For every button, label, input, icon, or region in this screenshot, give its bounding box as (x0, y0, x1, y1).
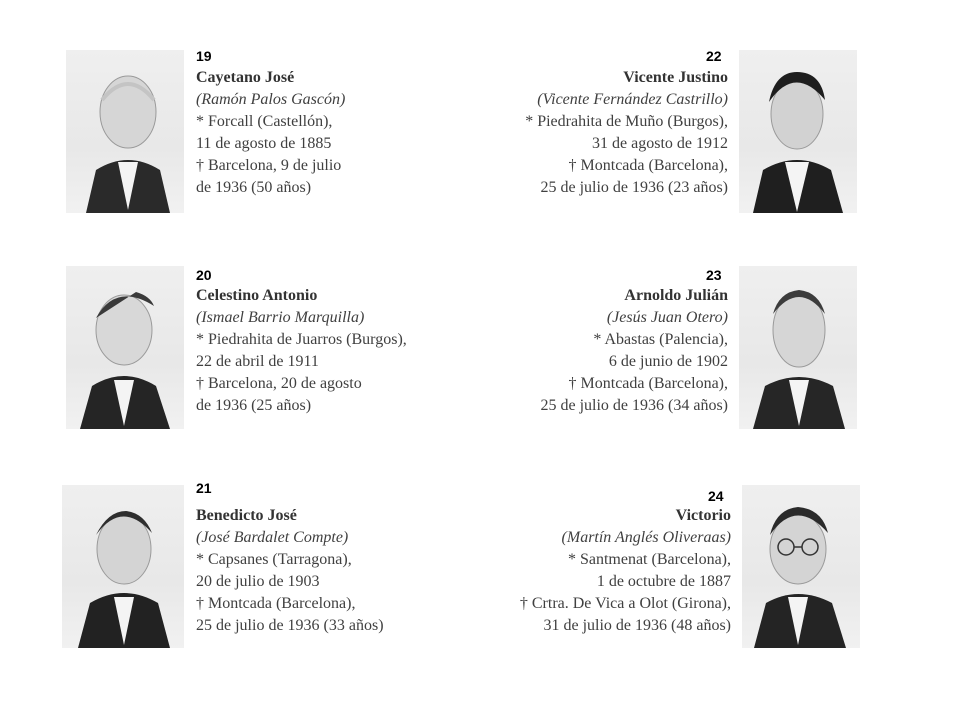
portrait-23 (739, 266, 857, 429)
birth-name: (Ramón Palos Gascón) (196, 91, 346, 108)
religious-name: Cayetano José (196, 69, 295, 86)
death-date: 31 de julio de 1936 (48 años) (543, 617, 731, 634)
birth-date: 31 de agosto de 1912 (592, 135, 728, 152)
portrait-sketch (66, 50, 184, 213)
birth-place: * Piedrahita de Muño (Burgos), (525, 113, 728, 130)
entry-text (196, 285, 456, 417)
entry-number: 21 (196, 480, 212, 496)
birth-name: (Jesús Juan Otero) (606, 309, 728, 326)
birth-date: 22 de abril de 1911 (196, 353, 319, 370)
portrait-22 (739, 50, 857, 213)
religious-name: Celestino Antonio (196, 287, 318, 304)
birth-name: (Vicente Fernández Castrillo) (537, 91, 728, 108)
birth-date: 20 de julio de 1903 (196, 573, 320, 590)
portrait-20 (66, 266, 184, 429)
entry-text (471, 505, 731, 637)
birth-name: (Martín Anglés Oliveraas) (561, 529, 731, 546)
birth-place: * Piedrahita de Juarros (Burgos), (196, 331, 407, 348)
birth-date: 1 de octubre de 1887 (596, 573, 731, 590)
entry-text (468, 67, 728, 199)
birth-place: * Forcall (Castellón), (196, 113, 333, 130)
birth-name: (José Bardalet Compte) (196, 529, 349, 546)
death-place: † Crtra. De Vica a Olot (Girona), (519, 595, 731, 612)
religious-name: Arnoldo Julián (624, 287, 728, 304)
entry-text (468, 285, 728, 417)
portrait-sketch (739, 266, 857, 429)
death-place: † Montcada (Barcelona), (196, 595, 356, 612)
entry-text (196, 505, 456, 637)
entry-number: 23 (706, 267, 722, 283)
entry-number: 24 (708, 488, 724, 504)
birth-date: 6 de junio de 1902 (608, 353, 728, 370)
religious-name: Vicente Justino (623, 69, 728, 86)
religious-name: Benedicto José (196, 507, 297, 524)
death-date: 25 de julio de 1936 (34 años) (540, 397, 728, 414)
death-place: † Barcelona, 9 de julio (196, 157, 342, 174)
portrait-21 (62, 485, 184, 648)
entry-number: 19 (196, 48, 212, 64)
entry-number: 20 (196, 267, 212, 283)
religious-name: Victorio (675, 507, 731, 524)
birth-place: * Capsanes (Tarragona), (196, 551, 352, 568)
portrait-sketch (62, 485, 184, 648)
death-date: de 1936 (25 años) (196, 397, 312, 414)
death-date: de 1936 (50 años) (196, 179, 312, 196)
birth-place: * Abastas (Palencia), (593, 331, 728, 348)
portrait-sketch (739, 50, 857, 213)
death-date: 25 de julio de 1936 (33 años) (196, 617, 384, 634)
entry-number: 22 (706, 48, 722, 64)
portrait-sketch (66, 266, 184, 429)
death-place: † Montcada (Barcelona), (568, 157, 728, 174)
birth-date: 11 de agosto de 1885 (196, 135, 332, 152)
portrait-24 (742, 485, 860, 648)
portrait-sketch (742, 485, 860, 648)
portrait-19 (66, 50, 184, 213)
birth-name: (Ismael Barrio Marquilla) (196, 309, 365, 326)
entry-text (196, 67, 456, 199)
death-place: † Barcelona, 20 de agosto (196, 375, 362, 392)
death-place: † Montcada (Barcelona), (568, 375, 728, 392)
birth-place: * Santmenat (Barcelona), (567, 551, 731, 568)
death-date: 25 de julio de 1936 (23 años) (540, 179, 728, 196)
